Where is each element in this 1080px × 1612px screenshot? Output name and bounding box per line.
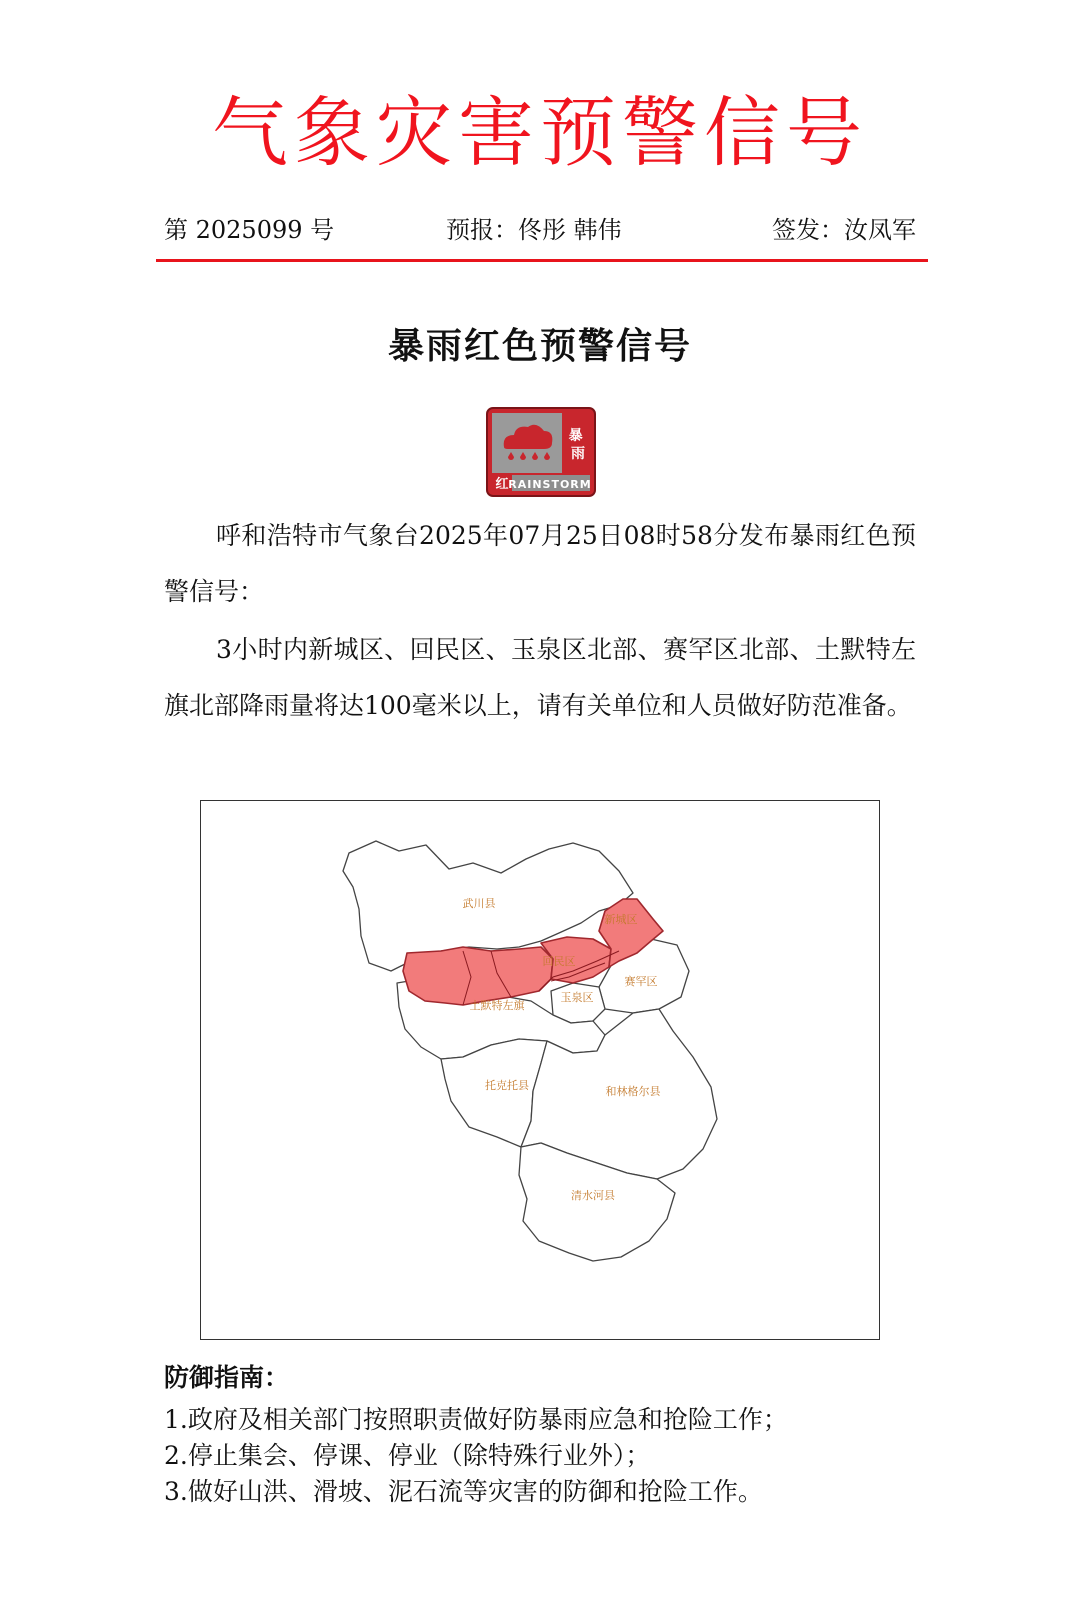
- forecasters: 预报：佟彤 韩伟: [446, 216, 622, 244]
- signal-title: 暴雨红色预警信号: [387, 325, 692, 367]
- defense-guide-heading: 防御指南：: [164, 1363, 290, 1392]
- label-helingeer: 和林格尔县: [605, 1085, 661, 1098]
- warning-map-svg: [201, 801, 881, 1341]
- meta-row: [164, 210, 916, 250]
- guide-item: 3.做好山洪、滑坡、泥石流等灾害的防御和抢险工作。: [164, 1477, 763, 1506]
- header-divider: [156, 259, 928, 262]
- icon-level-char: 红: [495, 477, 509, 492]
- rainstorm-red-icon: [486, 407, 596, 497]
- document-number: 第 2025099 号: [164, 216, 335, 244]
- issuer: 签发：汝凤军: [772, 216, 916, 244]
- issue-paragraph: 呼和浩特市气象台2025年07月25日08时58分发布暴雨红色预警信号：: [164, 521, 916, 606]
- label-yuquan: 玉泉区: [560, 991, 594, 1004]
- document-title: 气象灾害预警信号: [212, 88, 868, 177]
- label-tumote: 土默特左旗: [469, 999, 525, 1012]
- icon-label: RAINSTORM: [508, 478, 592, 491]
- icon-side-text: 暴 雨: [568, 428, 585, 462]
- defense-guide-list: [164, 1402, 924, 1510]
- label-qingshuihe: 清水河县: [571, 1189, 615, 1202]
- label-saihan: 赛罕区: [624, 975, 658, 988]
- rainstorm-icon-graphic: [486, 407, 596, 497]
- label-xincheng: 新城区: [604, 913, 638, 926]
- forecast-paragraph: 3小时内新城区、回民区、玉泉区北部、赛罕区北部、土默特左旗北部降雨量将达100毫米以上，请有关单位和人员做好防范准备。: [164, 635, 916, 720]
- warning-map: [200, 800, 880, 1340]
- guide-item: 1.政府及相关部门按照职责做好防暴雨应急和抢险工作；: [164, 1405, 788, 1434]
- label-tuoketuo: 托克托县: [485, 1079, 529, 1092]
- label-wuchuan: 武川县: [462, 897, 496, 910]
- guide-item: 2.停止集会、停课、停业（除特殊行业外）；: [164, 1441, 651, 1470]
- region-tumote-warned: [403, 947, 553, 1005]
- label-huimin: 回民区: [542, 955, 576, 968]
